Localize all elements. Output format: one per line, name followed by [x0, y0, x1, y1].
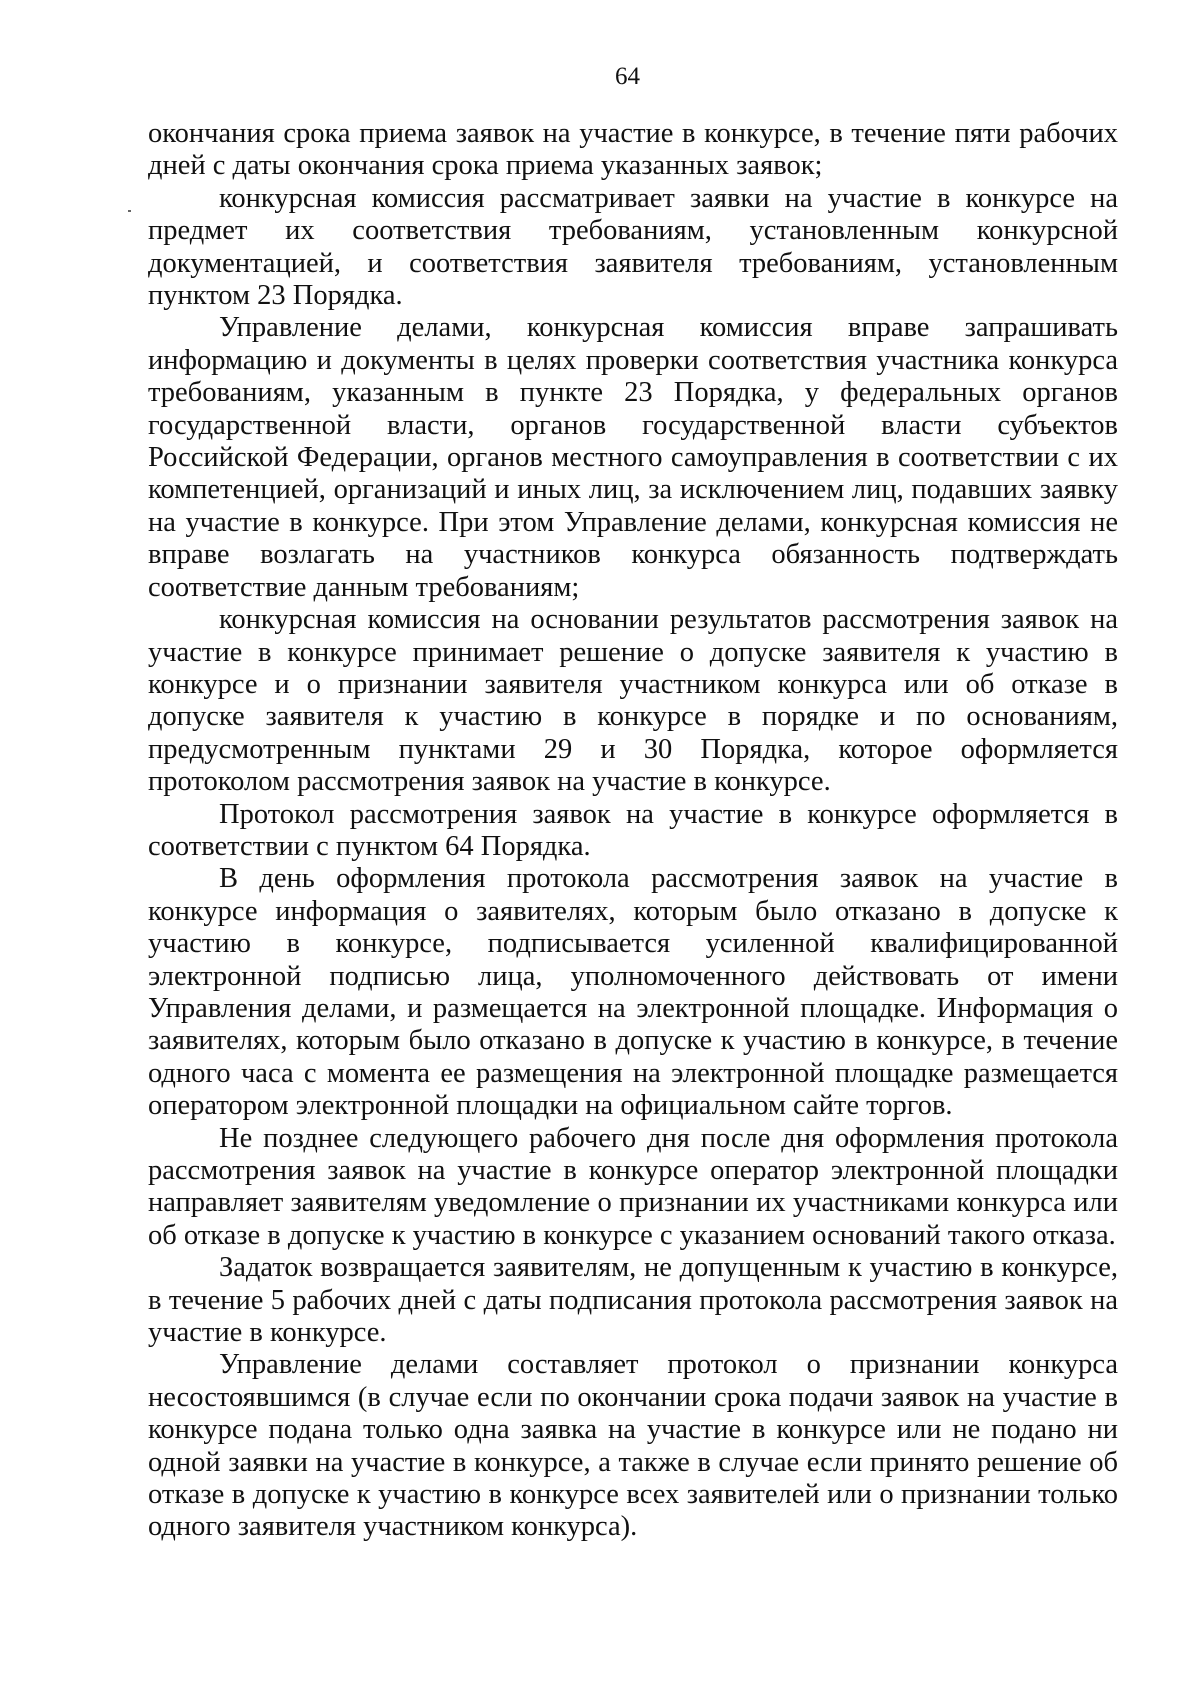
page-number: 64: [615, 63, 640, 90]
paragraph-failed-tender: Управление делами составляет протокол о признании конкурса несостоявшимся (в случае если по окончании срока подачи заявок на участие в конкурсе подана только одна заявка на участие в конкурсе или не подано ни одной заявки на участие в конкурсе, а также в случае если принято решение об отказе в допуске к участию в конкурсе всех заявителей или о признании только одного заявителя участником конкурса).: [148, 1349, 1118, 1543]
document-body: [148, 118, 1118, 1544]
paragraph-commission-review: конкурсная комиссия рассматривает заявки на участие в конкурсе на предмет их соответствия требованиям, установленным конкурсной документацией, и соответствия заявителя требованиям, установленным пунктом 23 Порядка.: [148, 182, 1118, 312]
paragraph-notification: Не позднее следующего рабочего дня после дня оформления протокола рассмотрения заявок на участие в конкурсе оператор электронной площадки направляет заявителям уведомление о признании их участниками конкурса или об отказе в допуске к участию в конкурсе с указанием оснований такого отказа.: [148, 1122, 1118, 1251]
scan-artifact: [128, 210, 131, 212]
paragraph-admission-decision: конкурсная комиссия на основании результатов рассмотрения заявок на участие в конкурсе принимает решение о допуске заявителя к участию в конкурсе и о признании заявителя участником конкурса или об отказе в допуске заявителя к участию в конкурсе в порядке и по основаниям, предусмотренным пунктами 29 и 30 Порядка, которое оформляется протоколом рассмотрения заявок на участие в конкурсе.: [148, 604, 1118, 798]
paragraph-protocol: Протокол рассмотрения заявок на участие в конкурсе оформляется в соответствии с пунктом 64 Порядка.: [148, 798, 1118, 862]
paragraph-deposit-return: Задаток возвращается заявителям, не допущенным к участию в конкурсе, в течение 5 рабочих дней с даты подписания протокола рассмотрения заявок на участие в конкурсе.: [148, 1252, 1118, 1349]
paragraph-information-request: Управление делами, конкурсная комиссия вправе запрашивать информацию и документы в целях проверки соответствия участника конкурса требованиям, указанным в пункте 23 Порядка, у федеральных органов государственной власти, органов государственной власти субъектов Российской Федерации, органов местного самоуправления в соответствии с их компетенцией, организаций и иных лиц, за исключением лиц, подавших заявку на участие в конкурсе. При этом Управление делами, конкурсная комиссия не вправе возлагать на участников конкурса обязанность подтверждать соответствие данным требованиям;: [148, 312, 1118, 603]
paragraph-continuation: окончания срока приема заявок на участие в конкурсе, в течение пяти рабочих дней с даты окончания срока приема указанных заявок;: [148, 118, 1118, 182]
paragraph-refusal-information: В день оформления протокола рассмотрения заявок на участие в конкурсе информация о заявителях, которым было отказано в допуске к участию в конкурсе, подписывается усиленной квалифицированной электронной подписью лица, уполномоченного действовать от имени Управления делами, и размещается на электронной площадке. Информация о заявителях, которым было отказано в допуске к участию в конкурсе, в течение одного часа с момента ее размещения на электронной площадке размещается оператором электронной площадки на официальном сайте торгов.: [148, 863, 1118, 1122]
